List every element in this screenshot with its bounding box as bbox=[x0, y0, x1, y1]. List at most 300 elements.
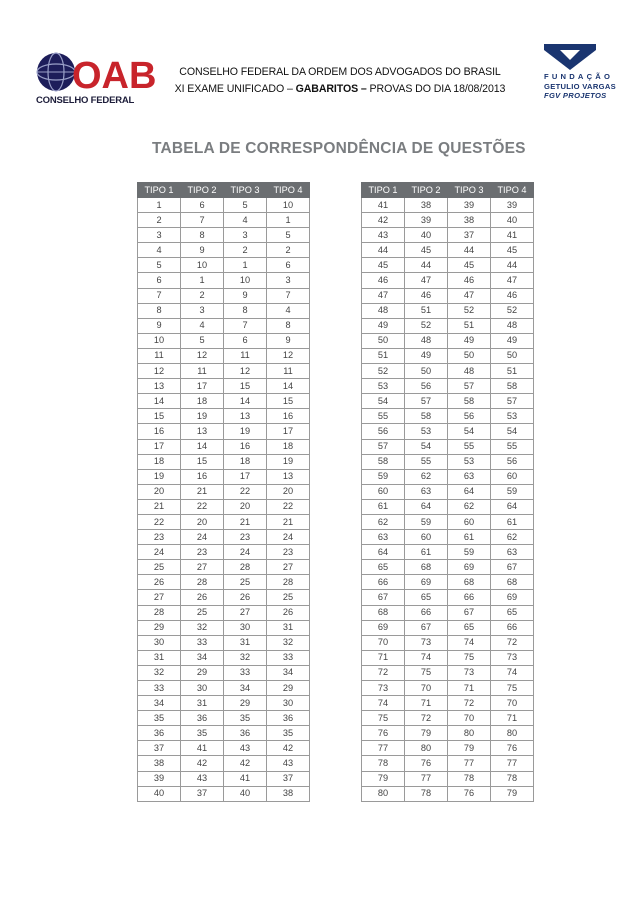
table-cell: 66 bbox=[405, 605, 448, 620]
table-cell: 60 bbox=[448, 514, 491, 529]
table-cell: 70 bbox=[362, 635, 405, 650]
table-cell: 69 bbox=[448, 560, 491, 575]
table-cell: 42 bbox=[224, 756, 267, 771]
table-cell: 38 bbox=[267, 786, 310, 801]
table-cell: 31 bbox=[224, 635, 267, 650]
table-cell: 58 bbox=[448, 394, 491, 409]
table-row bbox=[362, 198, 534, 213]
table-cell: 71 bbox=[491, 711, 534, 726]
table-cell: 11 bbox=[181, 364, 224, 379]
table-cell: 47 bbox=[405, 273, 448, 288]
table-cell: 76 bbox=[448, 786, 491, 801]
table-cell: 78 bbox=[405, 786, 448, 801]
table-cell: 73 bbox=[448, 665, 491, 680]
table-cell: 4 bbox=[138, 243, 181, 258]
table-cell: 22 bbox=[224, 484, 267, 499]
table-cell: 4 bbox=[181, 318, 224, 333]
table-cell: 43 bbox=[267, 756, 310, 771]
table-row bbox=[138, 771, 310, 786]
correspondence-table-left bbox=[137, 182, 310, 802]
table-cell: 29 bbox=[181, 665, 224, 680]
table-row bbox=[138, 696, 310, 711]
table-cell: 64 bbox=[405, 499, 448, 514]
table-cell: 55 bbox=[362, 409, 405, 424]
table-cell: 30 bbox=[138, 635, 181, 650]
table-cell: 40 bbox=[138, 786, 181, 801]
table-cell: 16 bbox=[267, 409, 310, 424]
table-cell: 13 bbox=[181, 424, 224, 439]
table-cell: 48 bbox=[405, 333, 448, 348]
fgv-line-1: FUNDAÇÃO bbox=[544, 72, 614, 81]
table-cell: 63 bbox=[362, 530, 405, 545]
table-cell: 38 bbox=[405, 198, 448, 213]
table-cell: 50 bbox=[491, 348, 534, 363]
table-cell: 52 bbox=[491, 303, 534, 318]
table-cell: 22 bbox=[267, 499, 310, 514]
table-cell: 17 bbox=[267, 424, 310, 439]
table-cell: 7 bbox=[267, 288, 310, 303]
table-cell: 76 bbox=[362, 726, 405, 741]
table-row bbox=[362, 243, 534, 258]
table-cell: 39 bbox=[448, 198, 491, 213]
table-cell: 12 bbox=[138, 364, 181, 379]
table-cell: 53 bbox=[491, 409, 534, 424]
table-cell: 20 bbox=[267, 484, 310, 499]
table-row bbox=[362, 409, 534, 424]
table-cell: 79 bbox=[448, 741, 491, 756]
table-cell: 10 bbox=[267, 198, 310, 213]
table-cell: 66 bbox=[362, 575, 405, 590]
table-cell: 53 bbox=[362, 379, 405, 394]
table-row bbox=[362, 696, 534, 711]
table-cell: 48 bbox=[362, 303, 405, 318]
table-cell: 15 bbox=[181, 454, 224, 469]
table-cell: 60 bbox=[491, 469, 534, 484]
table-cell: 7 bbox=[181, 213, 224, 228]
table-cell: 37 bbox=[181, 786, 224, 801]
table-cell: 25 bbox=[224, 575, 267, 590]
table-row bbox=[138, 394, 310, 409]
table-row bbox=[138, 348, 310, 363]
table-cell: 34 bbox=[181, 650, 224, 665]
table-cell: 6 bbox=[181, 198, 224, 213]
header-line-1: CONSELHO FEDERAL DA ORDEM DOS ADVOGADOS DO BRASIL bbox=[179, 66, 501, 78]
table-row bbox=[138, 454, 310, 469]
table-cell: 5 bbox=[267, 228, 310, 243]
table-cell: 24 bbox=[267, 530, 310, 545]
table-cell: 31 bbox=[138, 650, 181, 665]
table-cell: 19 bbox=[138, 469, 181, 484]
table-cell: 60 bbox=[362, 484, 405, 499]
table-cell: 38 bbox=[448, 213, 491, 228]
table-cell: 1 bbox=[138, 198, 181, 213]
table-cell: 58 bbox=[405, 409, 448, 424]
table-cell: 8 bbox=[181, 228, 224, 243]
table-cell: 25 bbox=[181, 605, 224, 620]
table-cell: 50 bbox=[405, 364, 448, 379]
table-header-row bbox=[138, 183, 310, 198]
table-row bbox=[138, 786, 310, 801]
table-cell: 43 bbox=[181, 771, 224, 786]
table-cell: 5 bbox=[138, 258, 181, 273]
table-cell: 59 bbox=[405, 514, 448, 529]
table-cell: 33 bbox=[181, 635, 224, 650]
table-cell: 15 bbox=[224, 379, 267, 394]
table-row bbox=[362, 228, 534, 243]
table-row bbox=[138, 469, 310, 484]
column-header: TIPO 2 bbox=[405, 183, 448, 198]
table-cell: 23 bbox=[224, 530, 267, 545]
table-cell: 49 bbox=[448, 333, 491, 348]
table-cell: 45 bbox=[448, 258, 491, 273]
table-cell: 35 bbox=[138, 711, 181, 726]
table-cell: 33 bbox=[138, 681, 181, 696]
table-cell: 11 bbox=[224, 348, 267, 363]
table-cell: 48 bbox=[491, 318, 534, 333]
table-cell: 30 bbox=[181, 681, 224, 696]
table-cell: 59 bbox=[448, 545, 491, 560]
table-row bbox=[138, 424, 310, 439]
table-cell: 21 bbox=[181, 484, 224, 499]
table-cell: 56 bbox=[405, 379, 448, 394]
table-cell: 1 bbox=[267, 213, 310, 228]
table-row bbox=[362, 681, 534, 696]
table-cell: 44 bbox=[405, 258, 448, 273]
table-cell: 40 bbox=[224, 786, 267, 801]
table-cell: 75 bbox=[448, 650, 491, 665]
table-cell: 32 bbox=[138, 665, 181, 680]
table-cell: 27 bbox=[267, 560, 310, 575]
table-cell: 26 bbox=[224, 590, 267, 605]
table-row bbox=[362, 726, 534, 741]
table-cell: 71 bbox=[362, 650, 405, 665]
table-row bbox=[362, 711, 534, 726]
table-row bbox=[138, 620, 310, 635]
table-cell: 74 bbox=[491, 665, 534, 680]
table-cell: 77 bbox=[405, 771, 448, 786]
table-row bbox=[138, 318, 310, 333]
table-row bbox=[138, 575, 310, 590]
table-cell: 25 bbox=[267, 590, 310, 605]
table-cell: 74 bbox=[448, 635, 491, 650]
table-cell: 28 bbox=[267, 575, 310, 590]
column-header: TIPO 4 bbox=[491, 183, 534, 198]
table-cell: 59 bbox=[491, 484, 534, 499]
table-cell: 45 bbox=[362, 258, 405, 273]
table-cell: 79 bbox=[405, 726, 448, 741]
table-cell: 29 bbox=[224, 696, 267, 711]
table-cell: 57 bbox=[491, 394, 534, 409]
table-cell: 41 bbox=[224, 771, 267, 786]
table-cell: 56 bbox=[362, 424, 405, 439]
table-cell: 62 bbox=[491, 530, 534, 545]
table-cell: 6 bbox=[267, 258, 310, 273]
table-cell: 68 bbox=[491, 575, 534, 590]
table-cell: 62 bbox=[405, 469, 448, 484]
table-cell: 24 bbox=[224, 545, 267, 560]
table-row bbox=[362, 364, 534, 379]
table-row bbox=[362, 318, 534, 333]
table-cell: 25 bbox=[138, 560, 181, 575]
table-cell: 2 bbox=[181, 288, 224, 303]
table-cell: 52 bbox=[448, 303, 491, 318]
table-cell: 26 bbox=[138, 575, 181, 590]
table-cell: 19 bbox=[224, 424, 267, 439]
table-cell: 45 bbox=[491, 243, 534, 258]
table-cell: 64 bbox=[448, 484, 491, 499]
table-cell: 33 bbox=[224, 665, 267, 680]
table-cell: 14 bbox=[181, 439, 224, 454]
table-row bbox=[138, 545, 310, 560]
oab-logo-subtitle: CONSELHO FEDERAL bbox=[36, 95, 135, 106]
table-row bbox=[362, 424, 534, 439]
table-cell: 46 bbox=[405, 288, 448, 303]
table-row bbox=[362, 771, 534, 786]
table-cell: 54 bbox=[405, 439, 448, 454]
table-row bbox=[362, 786, 534, 801]
table-cell: 35 bbox=[267, 726, 310, 741]
table-cell: 22 bbox=[181, 499, 224, 514]
table-cell: 54 bbox=[362, 394, 405, 409]
table-row bbox=[362, 348, 534, 363]
table-cell: 20 bbox=[224, 499, 267, 514]
table-cell: 70 bbox=[448, 711, 491, 726]
table-cell: 10 bbox=[181, 258, 224, 273]
table-row bbox=[362, 741, 534, 756]
table-row bbox=[362, 454, 534, 469]
table-cell: 41 bbox=[491, 228, 534, 243]
table-cell: 48 bbox=[448, 364, 491, 379]
table-cell: 38 bbox=[138, 756, 181, 771]
table-cell: 17 bbox=[138, 439, 181, 454]
table-cell: 35 bbox=[224, 711, 267, 726]
table-cell: 1 bbox=[181, 273, 224, 288]
table-cell: 71 bbox=[448, 681, 491, 696]
header-line-2: XI EXAME UNIFICADO – GABARITOS – PROVAS DO DIA 18/08/2013 bbox=[174, 83, 506, 95]
table-cell: 29 bbox=[138, 620, 181, 635]
table-cell: 11 bbox=[267, 364, 310, 379]
table-row bbox=[138, 650, 310, 665]
table-cell: 56 bbox=[448, 409, 491, 424]
table-row bbox=[138, 560, 310, 575]
table-row bbox=[362, 560, 534, 575]
table-cell: 15 bbox=[138, 409, 181, 424]
table-cell: 12 bbox=[181, 348, 224, 363]
table-row bbox=[362, 484, 534, 499]
table-row bbox=[138, 273, 310, 288]
table-cell: 78 bbox=[491, 771, 534, 786]
oab-logo-letters: OAB bbox=[72, 55, 157, 97]
table-cell: 23 bbox=[138, 530, 181, 545]
table-cell: 77 bbox=[362, 741, 405, 756]
table-cell: 7 bbox=[138, 288, 181, 303]
table-cell: 17 bbox=[224, 469, 267, 484]
table-cell: 73 bbox=[405, 635, 448, 650]
table-cell: 64 bbox=[491, 499, 534, 514]
table-cell: 54 bbox=[491, 424, 534, 439]
table-cell: 68 bbox=[448, 575, 491, 590]
table-cell: 15 bbox=[267, 394, 310, 409]
table-cell: 31 bbox=[267, 620, 310, 635]
table-cell: 49 bbox=[405, 348, 448, 363]
table-row bbox=[362, 273, 534, 288]
table-cell: 71 bbox=[405, 696, 448, 711]
table-cell: 2 bbox=[267, 243, 310, 258]
table-cell: 63 bbox=[448, 469, 491, 484]
table-cell: 39 bbox=[138, 771, 181, 786]
table-cell: 62 bbox=[362, 514, 405, 529]
table-cell: 55 bbox=[448, 439, 491, 454]
table-cell: 69 bbox=[405, 575, 448, 590]
table-cell: 78 bbox=[362, 756, 405, 771]
table-cell: 46 bbox=[362, 273, 405, 288]
table-cell: 21 bbox=[267, 514, 310, 529]
table-cell: 50 bbox=[448, 348, 491, 363]
table-cell: 54 bbox=[448, 424, 491, 439]
table-row bbox=[362, 650, 534, 665]
table-cell: 77 bbox=[448, 756, 491, 771]
table-cell: 18 bbox=[267, 439, 310, 454]
table-cell: 5 bbox=[181, 333, 224, 348]
table-cell: 44 bbox=[362, 243, 405, 258]
table-cell: 1 bbox=[224, 258, 267, 273]
table-cell: 47 bbox=[491, 273, 534, 288]
table-cell: 27 bbox=[224, 605, 267, 620]
table-cell: 42 bbox=[267, 741, 310, 756]
table-cell: 52 bbox=[405, 318, 448, 333]
table-cell: 53 bbox=[448, 454, 491, 469]
table-cell: 72 bbox=[405, 711, 448, 726]
table-cell: 10 bbox=[224, 273, 267, 288]
table-cell: 3 bbox=[267, 273, 310, 288]
table-cell: 61 bbox=[362, 499, 405, 514]
table-cell: 23 bbox=[181, 545, 224, 560]
table-row bbox=[138, 741, 310, 756]
table-cell: 40 bbox=[405, 228, 448, 243]
table-cell: 49 bbox=[491, 333, 534, 348]
table-cell: 53 bbox=[405, 424, 448, 439]
table-cell: 52 bbox=[362, 364, 405, 379]
table-cell: 12 bbox=[267, 348, 310, 363]
table-cell: 63 bbox=[491, 545, 534, 560]
table-cell: 7 bbox=[224, 318, 267, 333]
table-cell: 26 bbox=[181, 590, 224, 605]
table-cell: 74 bbox=[405, 650, 448, 665]
table-cell: 61 bbox=[405, 545, 448, 560]
table-cell: 66 bbox=[491, 620, 534, 635]
table-cell: 74 bbox=[362, 696, 405, 711]
table-cell: 24 bbox=[181, 530, 224, 545]
table-row bbox=[138, 288, 310, 303]
table-cell: 65 bbox=[362, 560, 405, 575]
table-row bbox=[362, 394, 534, 409]
column-header: TIPO 1 bbox=[138, 183, 181, 198]
table-cell: 68 bbox=[362, 605, 405, 620]
table-cell: 34 bbox=[224, 681, 267, 696]
table-row bbox=[138, 665, 310, 680]
table-row bbox=[138, 228, 310, 243]
table-row bbox=[138, 303, 310, 318]
table-cell: 27 bbox=[138, 590, 181, 605]
table-cell: 6 bbox=[224, 333, 267, 348]
table-cell: 4 bbox=[267, 303, 310, 318]
table-row bbox=[138, 364, 310, 379]
table-cell: 27 bbox=[181, 560, 224, 575]
table-cell: 40 bbox=[491, 213, 534, 228]
table-cell: 78 bbox=[448, 771, 491, 786]
table-cell: 26 bbox=[267, 605, 310, 620]
table-row bbox=[138, 333, 310, 348]
table-cell: 13 bbox=[224, 409, 267, 424]
table-row bbox=[362, 258, 534, 273]
table-row bbox=[362, 288, 534, 303]
table-row bbox=[362, 605, 534, 620]
table-cell: 32 bbox=[181, 620, 224, 635]
table-cell: 44 bbox=[491, 258, 534, 273]
table-cell: 16 bbox=[224, 439, 267, 454]
table-cell: 76 bbox=[491, 741, 534, 756]
table-row bbox=[138, 726, 310, 741]
table-row bbox=[138, 530, 310, 545]
table-cell: 45 bbox=[405, 243, 448, 258]
table-row bbox=[362, 590, 534, 605]
table-cell: 80 bbox=[448, 726, 491, 741]
table-cell: 64 bbox=[362, 545, 405, 560]
table-row bbox=[138, 379, 310, 394]
table-cell: 47 bbox=[448, 288, 491, 303]
column-header: TIPO 3 bbox=[448, 183, 491, 198]
table-row bbox=[362, 575, 534, 590]
table-cell: 37 bbox=[448, 228, 491, 243]
table-cell: 37 bbox=[267, 771, 310, 786]
table-cell: 8 bbox=[224, 303, 267, 318]
table-cell: 18 bbox=[224, 454, 267, 469]
table-cell: 5 bbox=[224, 198, 267, 213]
table-row bbox=[362, 439, 534, 454]
table-cell: 31 bbox=[181, 696, 224, 711]
table-cell: 41 bbox=[181, 741, 224, 756]
table-cell: 37 bbox=[138, 741, 181, 756]
table-cell: 14 bbox=[138, 394, 181, 409]
table-row bbox=[138, 484, 310, 499]
table-cell: 43 bbox=[362, 228, 405, 243]
table-cell: 70 bbox=[405, 681, 448, 696]
table-row bbox=[138, 605, 310, 620]
table-cell: 11 bbox=[138, 348, 181, 363]
table-row bbox=[138, 635, 310, 650]
table-cell: 72 bbox=[491, 635, 534, 650]
table-cell: 44 bbox=[448, 243, 491, 258]
table-cell: 14 bbox=[224, 394, 267, 409]
table-cell: 34 bbox=[138, 696, 181, 711]
table-row bbox=[362, 333, 534, 348]
table-cell: 77 bbox=[491, 756, 534, 771]
table-cell: 36 bbox=[138, 726, 181, 741]
table-cell: 69 bbox=[491, 590, 534, 605]
table-row bbox=[362, 379, 534, 394]
table-cell: 57 bbox=[448, 379, 491, 394]
table-row bbox=[362, 530, 534, 545]
table-cell: 73 bbox=[362, 681, 405, 696]
fgv-logo-text bbox=[544, 72, 616, 101]
table-cell: 8 bbox=[138, 303, 181, 318]
table-cell: 36 bbox=[267, 711, 310, 726]
table-cell: 51 bbox=[405, 303, 448, 318]
table-cell: 36 bbox=[181, 711, 224, 726]
table-cell: 51 bbox=[491, 364, 534, 379]
table-cell: 67 bbox=[405, 620, 448, 635]
table-cell: 68 bbox=[405, 560, 448, 575]
